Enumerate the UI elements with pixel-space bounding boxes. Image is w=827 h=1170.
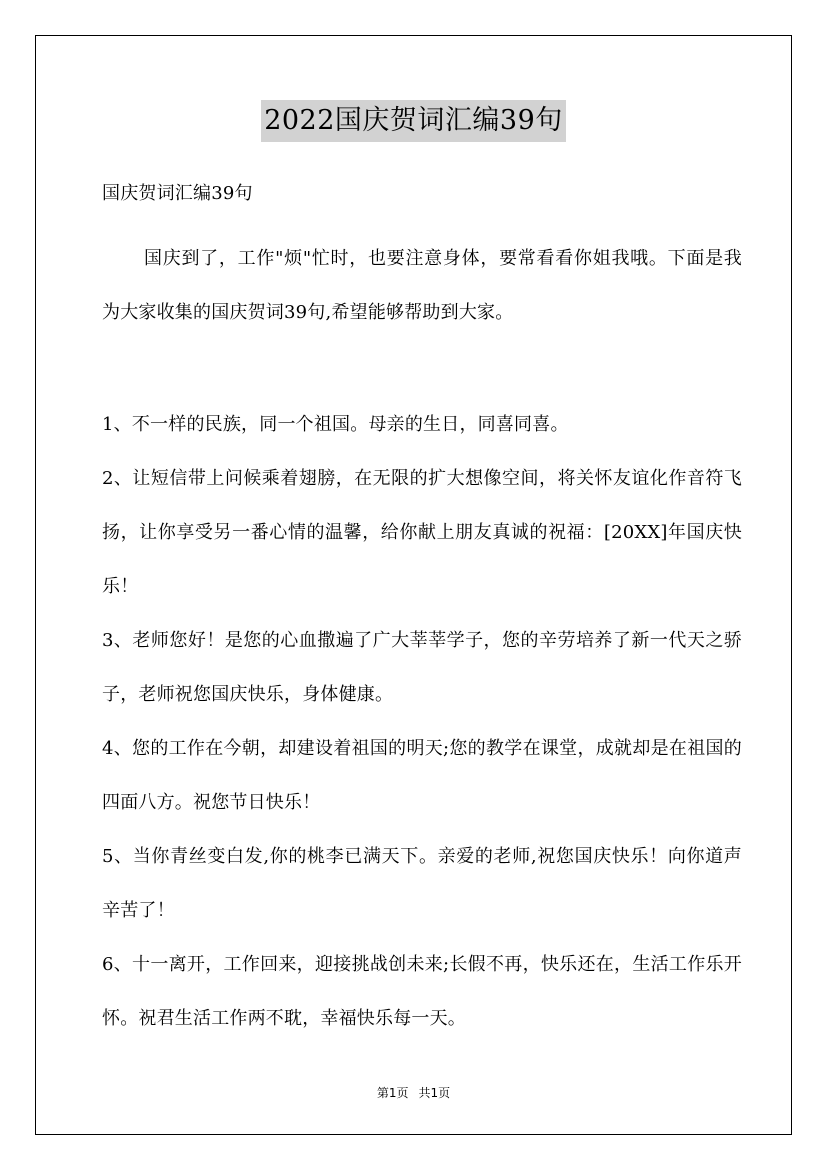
greeting-item: 4、您的工作在今朝，却建设着祖国的明天;您的教学在课堂，成就却是在祖国的四面八方。祝您节日快乐！ [102,738,742,813]
page-footer [0,1084,827,1101]
page-number-total: 共1页 [418,1086,451,1100]
document-title: 2022国庆贺词汇编39句 [261,100,566,142]
intro-paragraph: 国庆到了，工作"烦"忙时，也要注意身体，要常看看你姐我哦。下面是我为大家收集的国庆贺词39句,希望能够帮助到大家。 [102,248,742,323]
greeting-item: 3、老师您好！是您的心血撒遍了广大莘莘学子，您的辛劳培养了新一代天之骄子，老师祝您国庆快乐，身体健康。 [102,630,742,705]
greeting-item: 2、让短信带上问候乘着翅膀，在无限的扩大想像空间，将关怀友谊化作音符飞扬，让你享受另一番心情的温馨，给你献上朋友真诚的祝福：[20XX]年国庆快乐！ [102,468,742,597]
greeting-list [102,398,742,1046]
title-container [0,100,827,142]
greeting-item: 6、十一离开，工作回来，迎接挑战创未来;长假不再，快乐还在，生活工作乐开怀。祝君生活工作两不耽，幸福快乐每一天。 [102,954,742,1029]
greeting-item: 5、当你青丝变白发,你的桃李已满天下。亲爱的老师,祝您国庆快乐！向你道声辛苦了！ [102,846,742,921]
greeting-item: 1、不一样的民族，同一个祖国。母亲的生日，同喜同喜。 [102,414,569,435]
page-number-current: 第1页 [376,1086,409,1100]
document-body [102,176,742,1046]
document-subtitle: 国庆贺词汇编39句 [102,183,253,204]
